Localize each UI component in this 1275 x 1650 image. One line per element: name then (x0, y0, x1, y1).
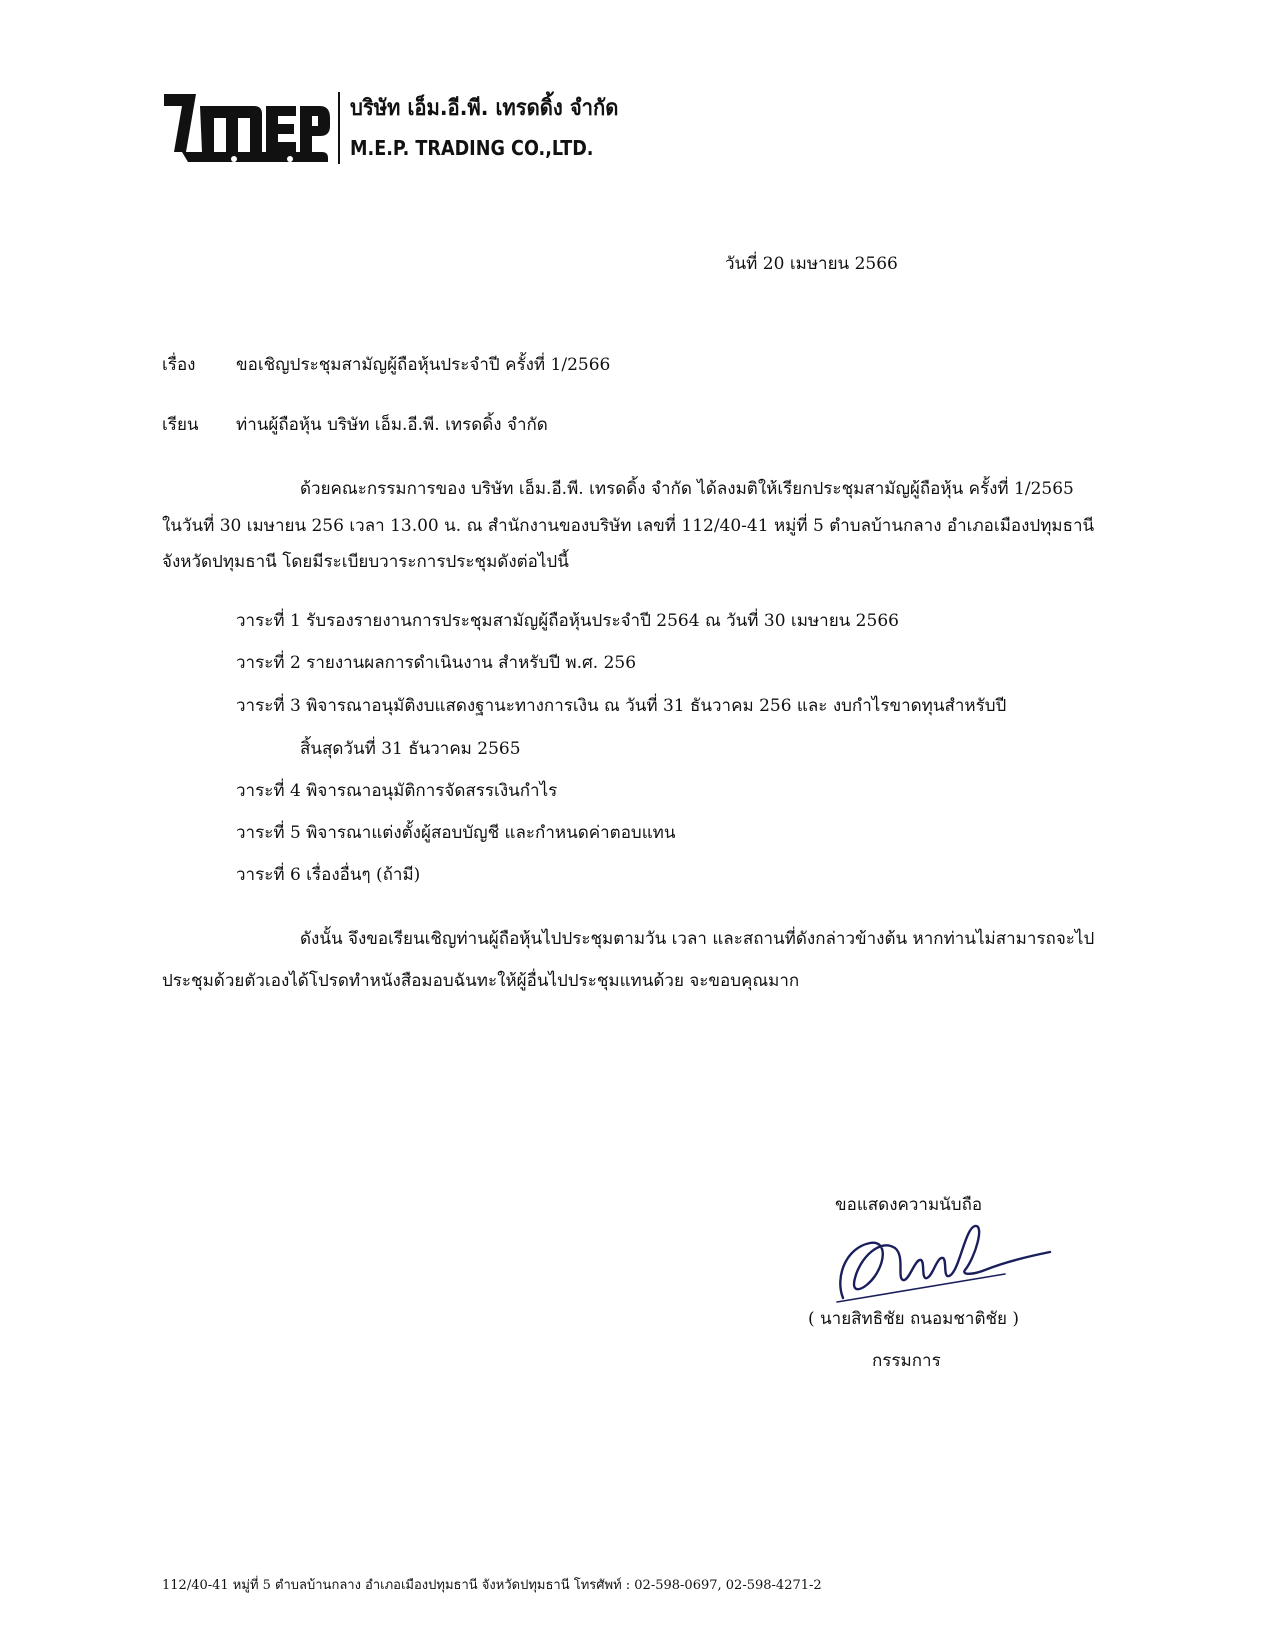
agenda-item-1: วาระที่ 1 รับรองรายงานการประชุมสามัญผู้ถือหุ้นประจำปี 2564 ณ วันที่ 30 เมษายน 2566 (236, 611, 899, 631)
body-paragraph-1-line: จังหวัดปทุมธานี โดยมีระเบียบวาระการประชุมดังต่อไปนี้ (162, 552, 569, 572)
recipient-label: เรียน (162, 415, 199, 435)
company-name-english: M.E.P. TRADING CO.,LTD. (350, 136, 594, 160)
body-paragraph-1-line: ในวันที่ 30 เมษายน 256 เวลา 13.00 น. ณ สำนักงานของบริษัท เลขที่ 112/40-41 หมู่ที่ 5 ตำบลบ้านกลาง อำเภอเมืองปทุมธานี (162, 516, 1095, 536)
body-paragraph-2-line: ประชุมด้วยตัวเองได้โปรดทำหนังสือมอบฉันทะให้ผู้อื่นไปประชุมแทนด้วย จะขอบคุณมาก (162, 971, 800, 991)
agenda-item-2: วาระที่ 2 รายงานผลการดำเนินงาน สำหรับปี พ.ศ. 256 (236, 653, 637, 673)
recipient-text: ท่านผู้ถือหุ้น บริษัท เอ็ม.อี.พี. เทรดดิ้ง จำกัด (236, 415, 548, 435)
body-paragraph-2-line: ดังนั้น จึงขอเรียนเชิญท่านผู้ถือหุ้นไปประชุมตามวัน เวลา และสถานที่ดังกล่าวข้างต้น หากท่านไม่สามารถจะไป (300, 929, 1095, 949)
agenda-item-4: วาระที่ 4 พิจารณาอนุมัติการจัดสรรเงินกำไร (236, 781, 558, 801)
signer-name: ( นายสิทธิชัย ถนอมชาติชัย ) (808, 1309, 1020, 1329)
footer-address: 112/40-41 หมู่ที่ 5 ตำบลบ้านกลาง อำเภอเมืองปทุมธานี จังหวัดปทุมธานี โทรศัพท์ : 02-598-0697, 02-598-4271-2 (162, 1578, 822, 1593)
mep-logo-icon (162, 86, 332, 164)
agenda-item-3: วาระที่ 3 พิจารณาอนุมัติงบแสดงฐานะทางการเงิน ณ วันที่ 31 ธันวาคม 256 และ งบกำไรขาดทุนสำหรับปี (236, 696, 1007, 716)
handwritten-signature-icon (825, 1218, 1055, 1308)
agenda-item-5: วาระที่ 5 พิจารณาแต่งตั้งผู้สอบบัญชี และกำหนดค่าตอบแทน (236, 823, 676, 843)
body-paragraph-1-line: ด้วยคณะกรรมการของ บริษัท เอ็ม.อี.พี. เทรดดิ้ง จำกัด ได้ลงมติให้เรียกประชุมสามัญผู้ถือหุ้น ครั้งที่ 1/2565 (300, 479, 1074, 499)
closing-salutation: ขอแสดงความนับถือ (835, 1195, 983, 1215)
subject-label: เรื่อง (162, 355, 196, 375)
signature (825, 1218, 1055, 1308)
company-logo (162, 86, 332, 164)
agenda-item-3-continued: สิ้นสุดวันที่ 31 ธันวาคม 2565 (300, 739, 521, 759)
agenda-item-6: วาระที่ 6 เรื่องอื่นๆ (ถ้ามี) (236, 865, 421, 885)
company-name-thai: บริษัท เอ็ม.อี.พี. เทรดดิ้ง จำกัด (350, 96, 619, 121)
letter-date: วันที่ 20 เมษายน 2566 (725, 254, 898, 274)
letterhead-divider (338, 92, 340, 164)
subject-text: ขอเชิญประชุมสามัญผู้ถือหุ้นประจำปี ครั้งที่ 1/2566 (236, 355, 611, 375)
signer-title: กรรมการ (872, 1351, 941, 1371)
